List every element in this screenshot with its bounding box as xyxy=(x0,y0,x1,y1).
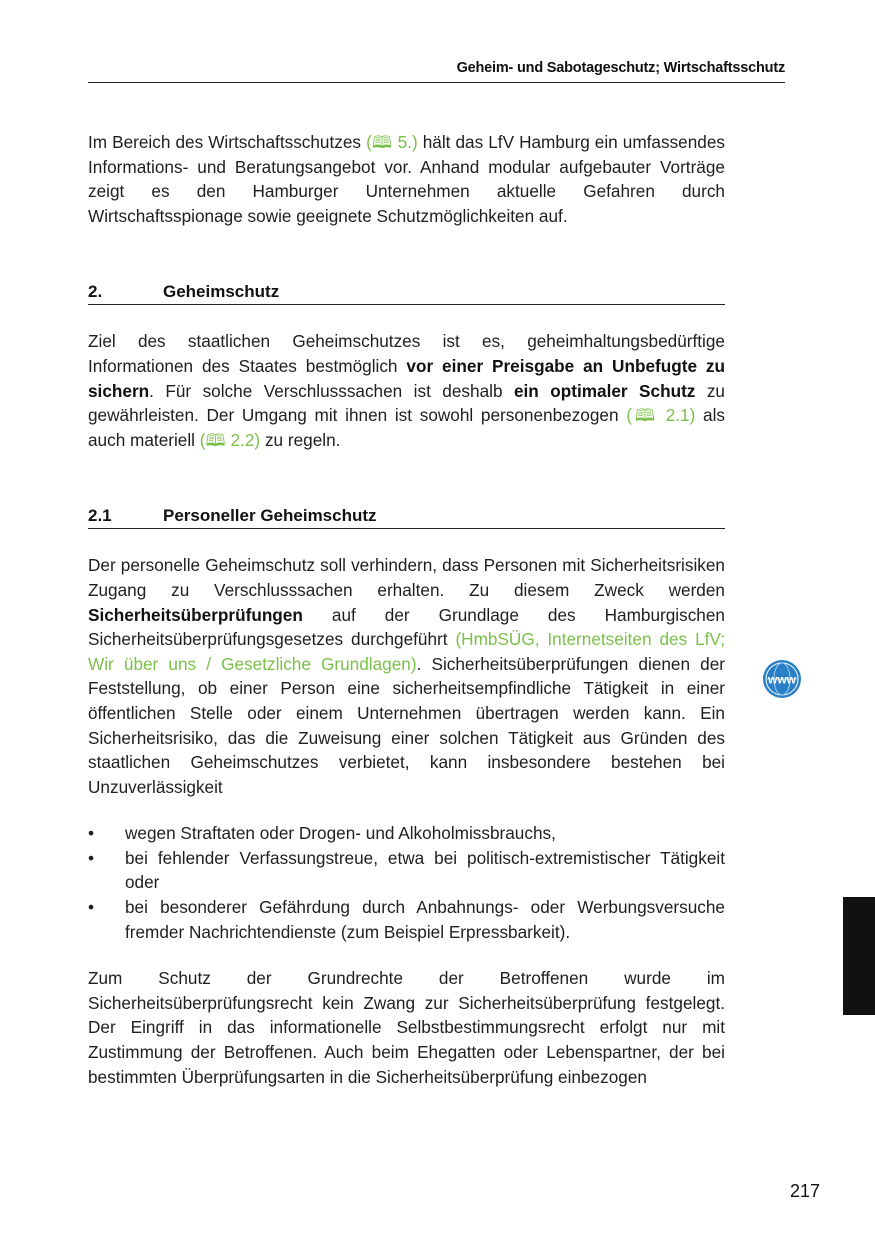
bullet-icon: • xyxy=(88,847,95,868)
section-title: Geheimschutz xyxy=(163,282,280,302)
web-reference-link[interactable]: (HmbSÜG, Internetseiten des LfV; Wir über uns / Gesetzliche Grundlagen) xyxy=(88,629,726,674)
risk-bullet-list xyxy=(88,821,725,944)
www-label: www xyxy=(767,672,797,687)
section-title: Personeller Geheimschutz xyxy=(163,506,377,526)
www-globe-icon[interactable] xyxy=(762,659,802,699)
list-item: • bei fehlender Verfassungstreue, etwa bei politisch-extremistischer Tätigkeit oder xyxy=(88,847,725,893)
cross-reference-link[interactable]: (🕮 5.) xyxy=(366,132,418,152)
intro-paragraph: Im Bereich des Wirtschaftsschutzes (🕮 5.) hält das LfV Hamburg ein umfassendes Informations- und Beratungsangebot vor. Anhand modular aufgebauter Vorträge zeigt es den Hamburger Unternehmen aktuelle Gefahren durch Wirtschaftsspionage sowie geeignete Schutzmöglichkeiten auf. xyxy=(88,132,725,226)
section-number: 2. xyxy=(88,282,103,302)
section-2-1-paragraph: Der personelle Geheimschutz soll verhindern, dass Personen mit Sicherheitsrisiken Zugang zu Verschlusssachen erhalten. Zu diesem Zweck werden Sicherheitsüberprüfungen auf der Grundlage des Hamburgischen Sicherheitsüberprüfungsgesetzes durchgeführt (HmbSÜG, Internetseiten des LfV; Wir über uns / Gesetzliche Grundlagen). Sicherheitsüberprüfungen dienen der Feststellung, ob einer Person eine sicherheitsempfindliche Tätigkeit in einer öffentlichen Stelle oder einem Unternehmen übertragen werden kann. Ein Sicherheitsrisiko, das die Zuweisung einer solchen Tätigkeit aus Gründen des staatlichen Geheimschutzes verbietet, kann insbesondere bestehen bei Unzuverlässigkeit xyxy=(88,555,726,797)
chapter-thumb-tab xyxy=(843,897,875,1015)
section-2-heading xyxy=(88,282,725,305)
section-2-1-heading xyxy=(88,506,725,529)
cross-reference-link[interactable]: (🕮 2.2) xyxy=(199,429,261,450)
cross-reference-link[interactable]: (🕮 2.1) xyxy=(626,405,696,426)
bullet-icon: • xyxy=(88,823,95,844)
bullet-icon: • xyxy=(88,897,95,918)
main-content xyxy=(88,130,725,1089)
list-item: • bei besonderer Gefährdung durch Anbahnungs- oder Werbungsversuche fremder Nachrichtendienste (zum Beispiel Erpressbarkeit). xyxy=(88,897,725,942)
section-2-paragraph: Ziel des staatlichen Geheimschutzes ist es, geheimhaltungsbedürftige Informationen des Staates bestmöglich vor einer Preisgabe an Unbefugte zu sichern. Für solche Verschlusssachen ist deshalb ein optimaler Schutz zu gewährleisten. Der Umgang mit ihnen ist sowohl personenbezogen (🕮 2.1) als auch materiell (🕮 2.2) zu regeln. xyxy=(88,331,726,450)
list-item: • wegen Straftaten oder Drogen- und Alkoholmissbrauchs, xyxy=(88,821,725,846)
page-number: 217 xyxy=(789,1181,820,1201)
running-header: Geheim- und Sabotageschutz; Wirtschaftsschutz xyxy=(456,60,785,76)
section-2-1-paragraph-2: Zum Schutz der Grundrechte der Betroffenen wurde im Sicherheitsüberprüfungsrecht kein Zwang zur Sicherheitsüberprüfung festgelegt. Der Eingriff in das informationelle Selbstbestimmungsrecht erfolgt nur mit Zustimmung der Betroffenen. Auch beim Ehegatten oder Lebenspartner, der bei bestimmten Überprüfungsarten in die Sicherheitsüberprüfung einbezogen xyxy=(88,968,725,1087)
section-number: 2.1 xyxy=(88,506,112,526)
header-rule xyxy=(88,82,785,83)
